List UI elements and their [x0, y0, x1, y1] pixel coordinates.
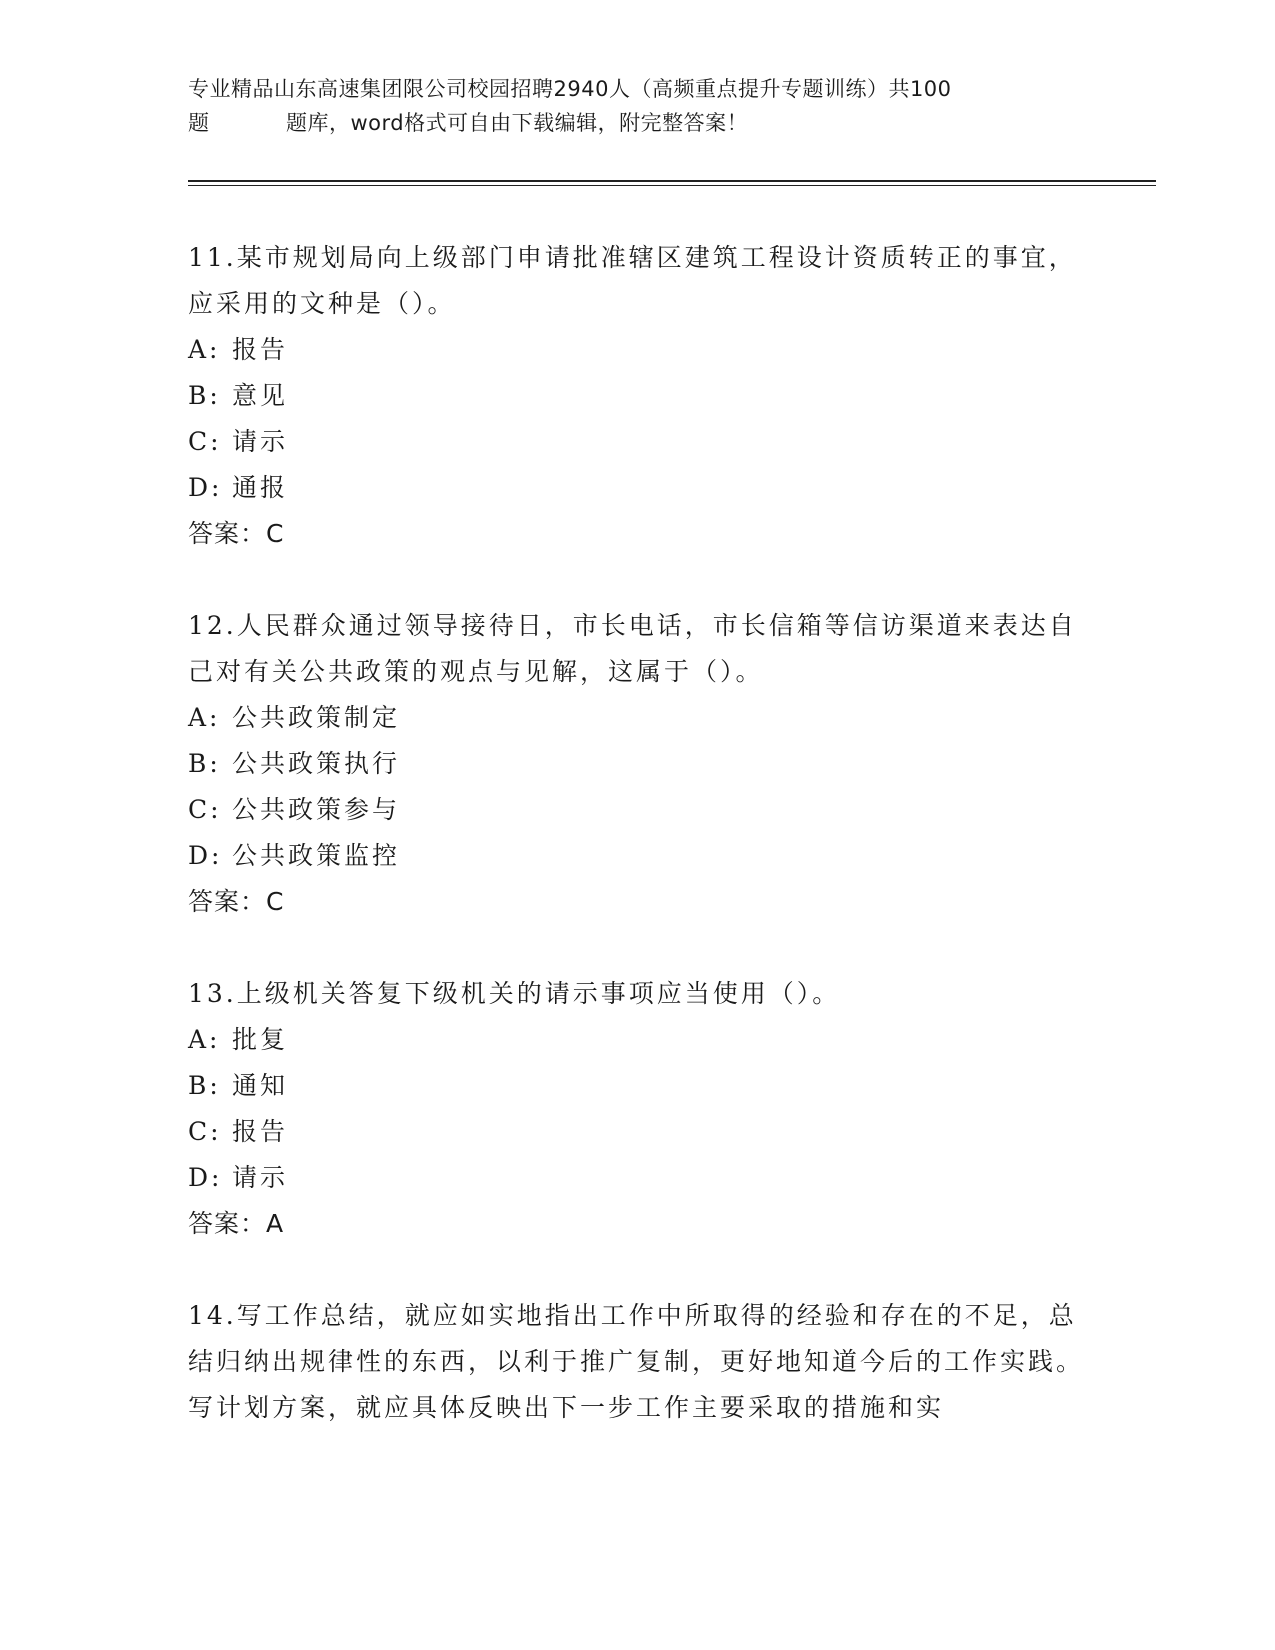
option-text: 请示: [232, 1163, 289, 1192]
question-item: [188, 1293, 1088, 1431]
option-text: 批复: [232, 1025, 289, 1054]
option-text: 公共政策参与: [232, 795, 401, 824]
header-title-line1: 专业精品山东高速集团限公司校园招聘2940人（高频重点提升专题训练）共100: [188, 77, 952, 101]
option-letter: C:: [188, 427, 222, 456]
header-title-line2: [188, 106, 1068, 140]
header-line2-lead: 题: [188, 111, 210, 135]
option-b: [188, 741, 1088, 787]
option-letter: D:: [188, 1163, 223, 1192]
option-letter: B:: [188, 1071, 221, 1100]
option-text: 报告: [232, 1117, 289, 1146]
question-item: [188, 971, 1088, 1247]
option-text: 通报: [232, 473, 289, 502]
option-letter: A:: [188, 703, 221, 732]
option-text: 通知: [232, 1071, 289, 1100]
option-a: [188, 695, 1088, 741]
document-header: [188, 72, 1068, 140]
question-list: [188, 235, 1088, 1477]
option-d: [188, 465, 1088, 511]
question-text: 11.某市规划局向上级部门申请批准辖区建筑工程设计资质转正的事宜，应采用的文种是（）。: [188, 243, 1077, 318]
option-text: 报告: [232, 335, 289, 364]
option-c: [188, 1109, 1088, 1155]
option-b: [188, 373, 1088, 419]
option-letter: D:: [188, 841, 223, 870]
answer-line: 答案：C: [188, 887, 285, 916]
option-letter: A:: [188, 335, 221, 364]
answer-line: 答案：C: [188, 519, 285, 548]
question-text: 12.人民群众通过领导接待日，市长电话，市长信箱等信访渠道来表达自己对有关公共政策的观点与见解，这属于（）。: [188, 611, 1077, 686]
question-item: [188, 603, 1088, 925]
option-a: [188, 1017, 1088, 1063]
option-text: 公共政策监控: [232, 841, 401, 870]
option-d: [188, 1155, 1088, 1201]
header-divider-thick: [188, 180, 1156, 182]
option-text: 意见: [232, 381, 289, 410]
option-text: 请示: [232, 427, 289, 456]
option-c: [188, 419, 1088, 465]
option-text: 公共政策执行: [232, 749, 401, 778]
option-d: [188, 833, 1088, 879]
header-divider-thin: [188, 185, 1156, 186]
question-item: [188, 235, 1088, 557]
header-line2-rest: 题库，word格式可自由下载编辑，附完整答案！: [286, 111, 749, 135]
option-letter: B:: [188, 749, 221, 778]
question-text: 14.写工作总结，就应如实地指出工作中所取得的经验和存在的不足，总结归纳出规律性的东西，以利于推广复制，更好地知道今后的工作实践。写计划方案，就应具体反映出下一步工作主要采取的措施和实: [188, 1301, 1085, 1422]
answer-line: 答案：A: [188, 1209, 285, 1238]
option-letter: D:: [188, 473, 223, 502]
option-text: 公共政策制定: [232, 703, 401, 732]
option-letter: A:: [188, 1025, 221, 1054]
question-text: 13.上级机关答复下级机关的请示事项应当使用（）。: [188, 979, 841, 1008]
option-c: [188, 787, 1088, 833]
option-b: [188, 1063, 1088, 1109]
option-letter: B:: [188, 381, 221, 410]
option-a: [188, 327, 1088, 373]
option-letter: C:: [188, 795, 222, 824]
option-letter: C:: [188, 1117, 222, 1146]
